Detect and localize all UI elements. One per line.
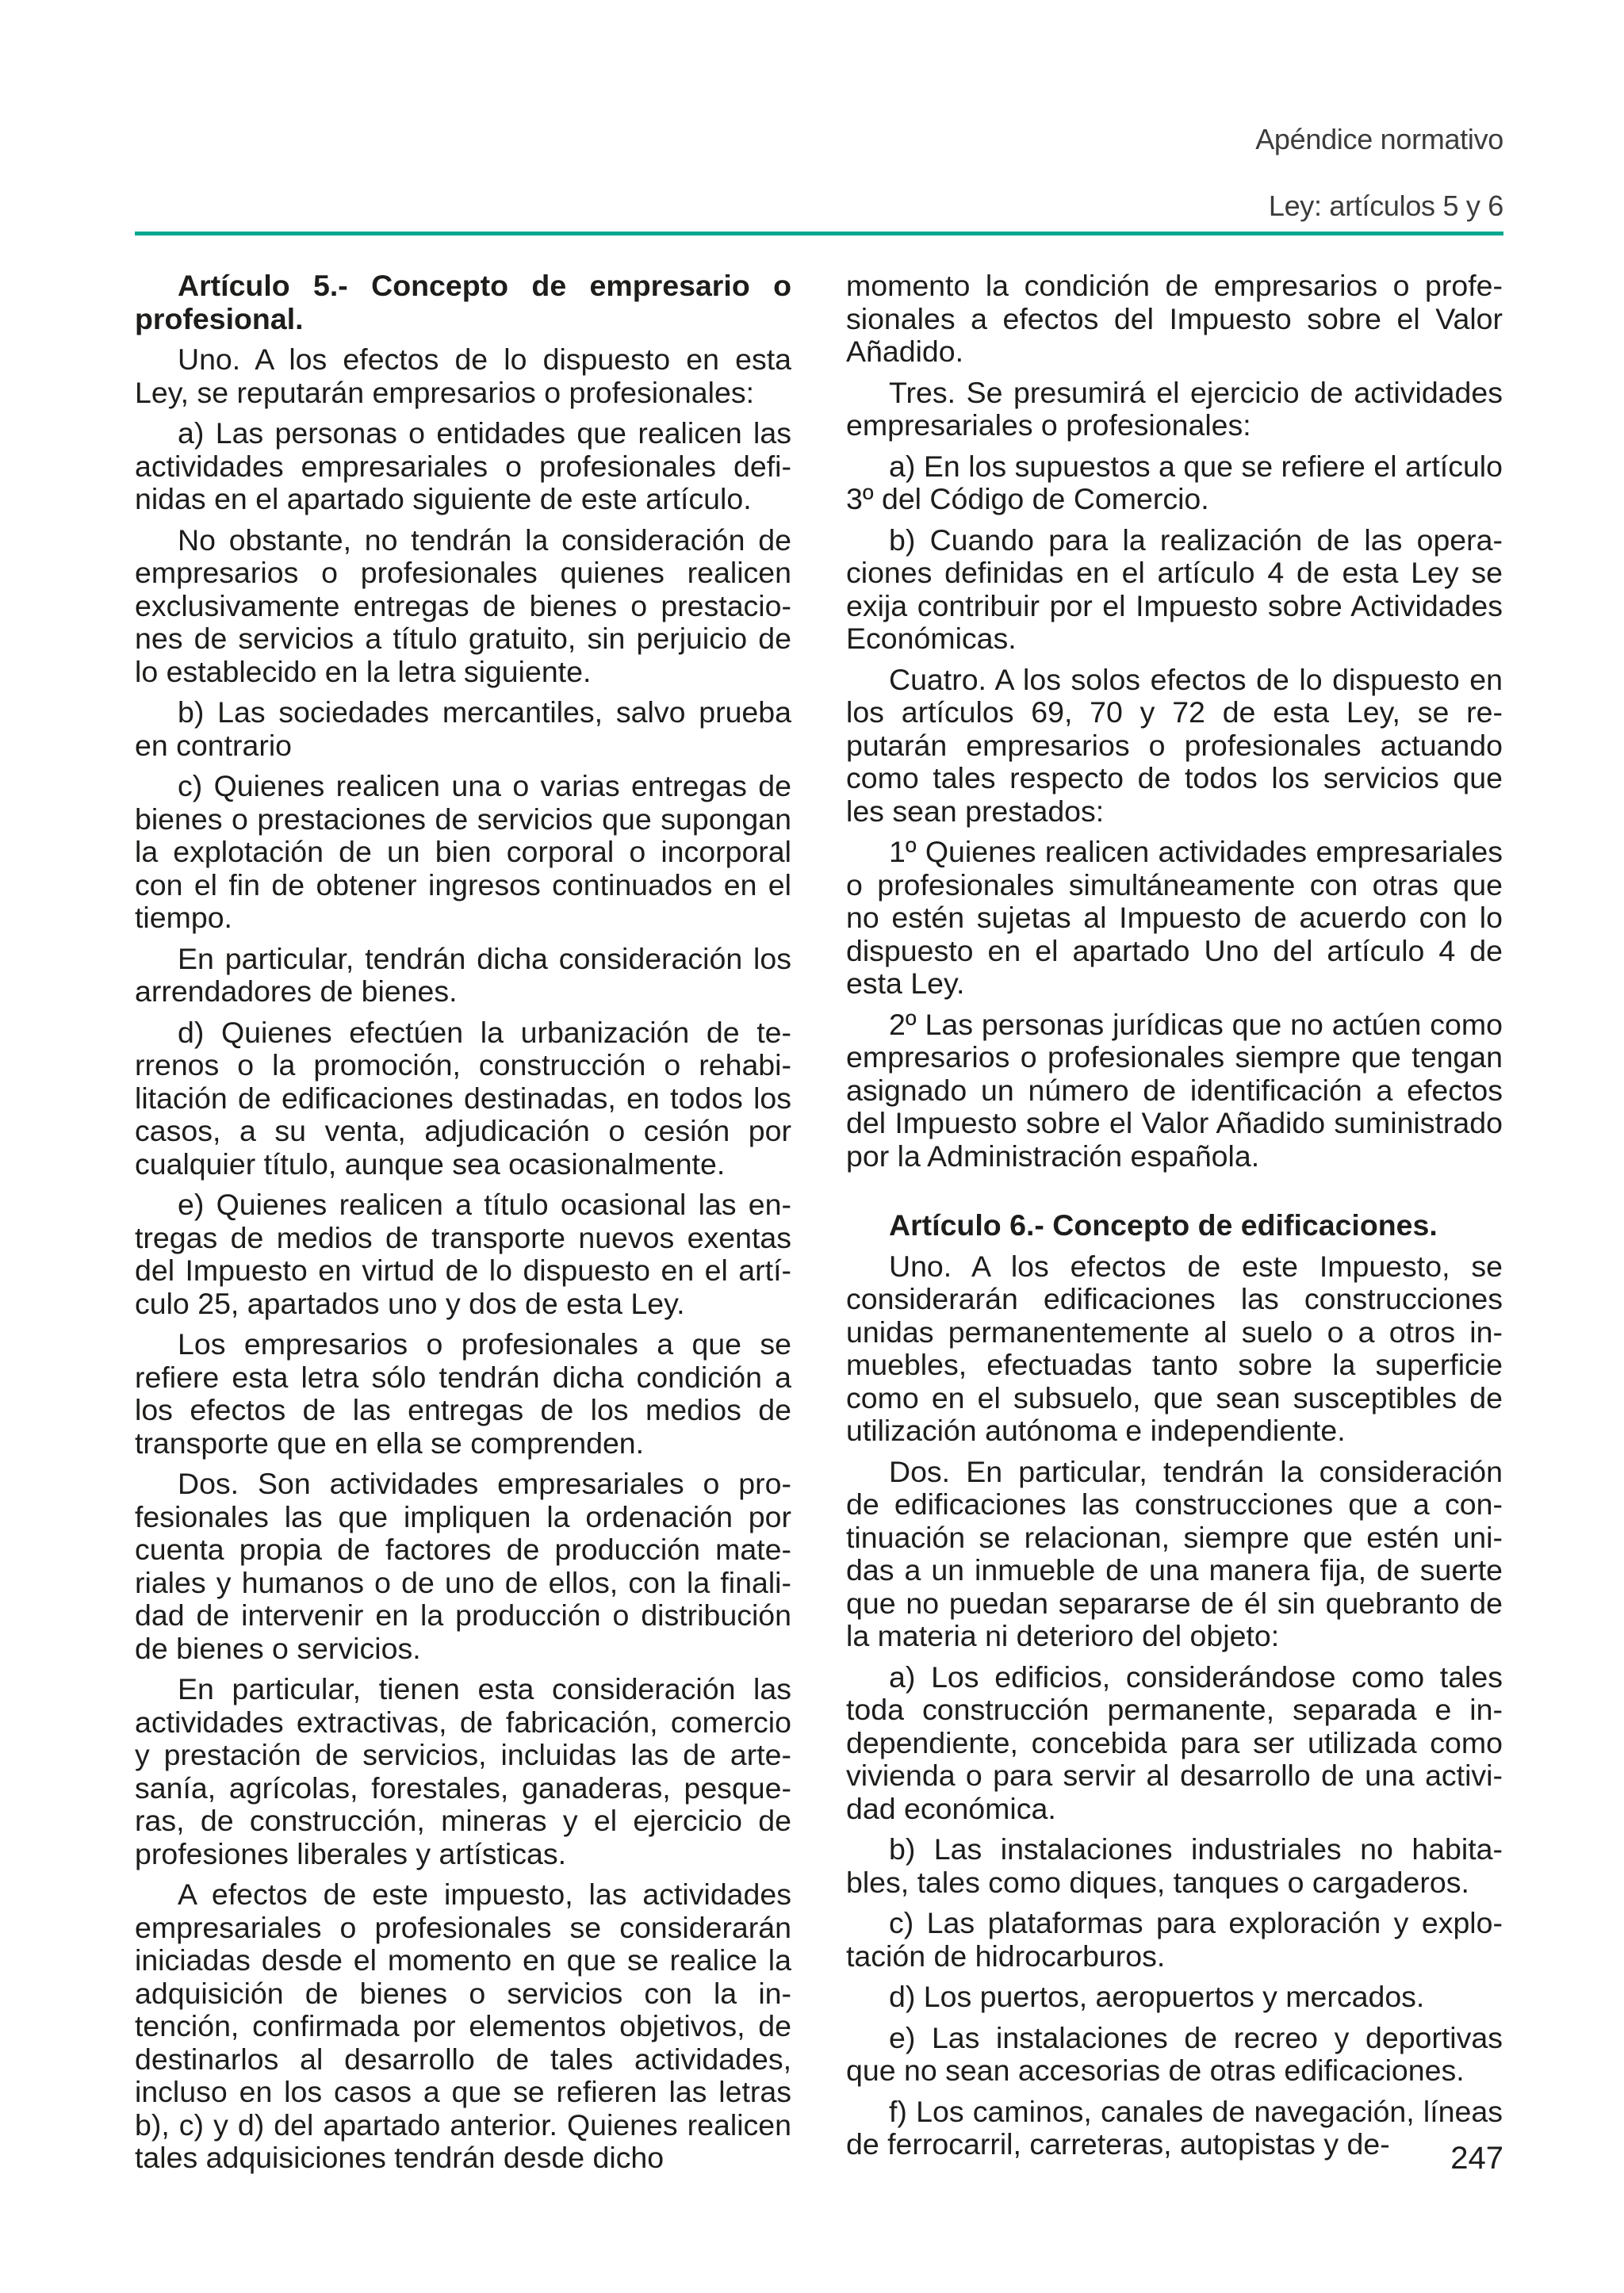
paragraph: Tres. Se presumirá el ejercicio de actividades empresariales o profesionales: (846, 375, 1503, 442)
paragraph: 2º Las personas jurídicas que no actúen como empresarios o profesionales siempre que tengan asignado un número de identificación a efectos del Impuesto sobre el Valor Añadido suministrado por la Administración española. (846, 1007, 1503, 1173)
paragraph: Cuatro. A los solos efectos de lo dispuesto en los artículos 69, 70 y 72 de esta Ley, se reputarán empresarios o profesionales actuando como tales respecto de todos los servicios que les sean prestados: (846, 662, 1503, 828)
paragraph: d) Quienes efectúen la urbanización de terrenos o la promoción, construcción o rehabilitación de edificaciones destinadas, en todos los casos, a su venta, adjudicación o cesión por cualquier título, aunque sea ocasionalmente. (135, 1015, 791, 1181)
running-head-subsection: Ley: artículos 5 y 6 (1268, 189, 1503, 222)
left-column (135, 270, 791, 2183)
paragraph: a) Los edificios, considerándose como tales toda construcción permanente, separada e independiente, concebida para ser utilizada como vivienda o para servir al desarrollo de una actividad económica. (846, 1659, 1503, 1825)
paragraph: b) Las instalaciones industriales no habitables, tales como diques, tanques o cargaderos. (846, 1832, 1503, 1899)
paragraph: No obstante, no tendrán la consideración de empresarios o profesionales quienes realicen exclusivamente entregas de bienes o prestaciones de servicios a título gratuito, sin perjuicio de lo establecido en la letra siguiente. (135, 523, 791, 688)
continued-paragraph: momento la condición de empresarios o profesionales a efectos del Impuesto sobre el Valor Añadido. (846, 269, 1503, 368)
paragraph: f) Los caminos, canales de navegación, líneas de ferrocarril, carreteras, autopistas y de- (846, 2094, 1503, 2161)
right-column (846, 270, 1503, 2169)
article-6-heading: Artículo 6.- Concepto de edificaciones. (889, 1208, 1438, 1242)
paragraph: Dos. Son actividades empresariales o profesionales las que impliquen la ordenación por cuenta propia de factores de producción materiales y humanos o de uno de ellos, con la finalidad de intervenir en la producción o distribución de bienes o servicios. (135, 1467, 791, 1665)
paragraph: b) Cuando para la realización de las operaciones definidas en el artículo 4 de esta Ley se exija contribuir por el Impuesto sobre Actividades Económicas. (846, 523, 1503, 655)
paragraph: Dos. En particular, tendrán la consideración de edificaciones las construcciones que a continuación se relacionan, siempre que estén unidas a un inmueble de una manera fija, de suerte que no puedan separarse de él sin quebranto de la materia ni deterioro del objeto: (846, 1454, 1503, 1652)
paragraph: b) Las sociedades mercantiles, salvo prueba en contrario (135, 695, 791, 762)
paragraph: Uno. A los efectos de lo dispuesto en esta Ley, se reputarán empresarios o profesionales: (135, 343, 791, 409)
paragraph: a) En los supuestos a que se refiere el artículo 3º del Código de Comercio. (846, 449, 1503, 515)
paragraph: e) Las instalaciones de recreo y deportivas que no sean accesorias de otras edificaciones. (846, 2020, 1503, 2087)
page-number: 247 (1450, 2141, 1503, 2176)
paragraph: c) Quienes realicen una o varias entregas de bienes o prestaciones de servicios que supongan la explotación de un bien corporal o incorporal con el fin de obtener ingresos continuados en el tiempo. (135, 769, 791, 934)
paragraph: 1º Quienes realicen actividades empresariales o profesionales simultáneamente con otras que no estén sujetas al Impuesto de acuerdo con lo dispuesto en el apartado Uno del artículo 4 de esta Ley. (846, 835, 1503, 1000)
paragraph: En particular, tienen esta consideración las actividades extractivas, de fabricación, comercio y prestación de servicios, incluidas las de artesanía, agrícolas, forestales, ganaderas, pesqueras, de construcción, mineras y el ejercicio de profesiones liberales y artísticas. (135, 1672, 791, 1870)
paragraph: d) Los puertos, aeropuertos y mercados. (889, 1980, 1425, 2013)
header-divider (135, 232, 1503, 235)
paragraph: c) Las plataformas para exploración y explotación de hidrocarburos. (846, 1906, 1503, 1973)
paragraph: A efectos de este impuesto, las actividades empresariales o profesionales se considerarán iniciadas desde el momento en que se realice la adquisición de bienes o servicios con la intención, confirmada por elementos objetivos, de destinarlos al desarrollo de tales actividades, incluso en los casos a que se refieren las letras b), c) y d) del apartado anterior. Quienes realicen tales adquisiciones tendrán desde dicho (135, 1878, 791, 2174)
running-head-section: Apéndice normativo (1255, 123, 1503, 155)
paragraph: e) Quienes realicen a título ocasional las entregas de medios de transporte nuevos exentas del Impuesto en virtud de lo dispuesto en el artículo 25, apartados uno y dos de esta Ley. (135, 1188, 791, 1320)
paragraph: Los empresarios o profesionales a que se refiere esta letra sólo tendrán dicha condición a los efectos de las entregas de los medios de transporte que en ella se comprenden. (135, 1327, 791, 1460)
paragraph: Uno. A los efectos de este Impuesto, se considerarán edificaciones las construcciones unidas permanentemente al suelo o a otros inmuebles, efectuadas tanto sobre la superficie como en el subsuelo, que sean susceptibles de utilización autónoma e independiente. (846, 1249, 1503, 1447)
paragraph: En particular, tendrán dicha consideración los arrendadores de bienes. (135, 941, 791, 1008)
paragraph: a) Las personas o entidades que realicen las actividades empresariales o profesionales definidas en el apartado siguiente de este artículo. (135, 416, 791, 515)
article-5-heading: Artículo 5.- Concepto de empresario o profesional. (135, 269, 791, 335)
